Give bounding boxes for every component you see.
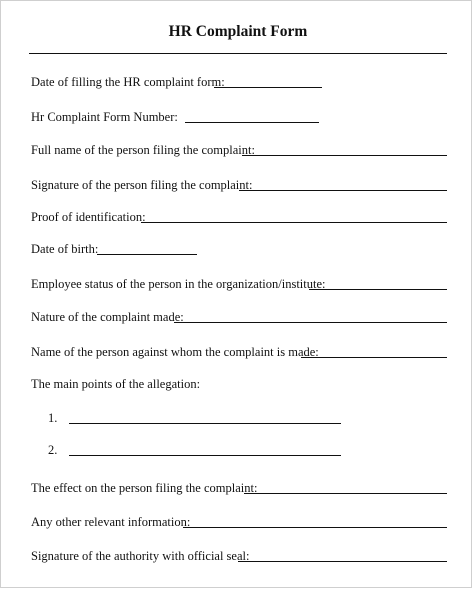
field-label: Hr Complaint Form Number:: [31, 110, 178, 124]
field-proof-id: [1, 208, 474, 226]
field-label: Any other relevant information:: [31, 515, 191, 529]
field-label: Date of birth:: [31, 242, 99, 256]
field-form-number: [1, 108, 474, 126]
nature-complaint-blank[interactable]: [174, 322, 447, 323]
authority-signature-blank[interactable]: [238, 561, 447, 562]
field-label: Employee status of the person in the organization/institute:: [31, 277, 326, 291]
field-nature-complaint: [1, 308, 474, 326]
field-label: Proof of identification:: [31, 210, 146, 224]
field-signature-complainant: [1, 176, 474, 194]
field-authority-signature: [1, 547, 474, 565]
filing-date-blank[interactable]: [214, 87, 322, 88]
allegation-item-number: 1.: [48, 411, 58, 425]
allegation-item-number: 2.: [48, 443, 58, 457]
field-label: Signature of the person filing the complaint:: [31, 178, 253, 192]
field-label: Date of filling the HR complaint form:: [31, 75, 225, 89]
allegation-2-blank[interactable]: [69, 455, 341, 456]
field-label: Full name of the person filing the complaint:: [31, 143, 255, 157]
field-other-info: [1, 513, 474, 531]
allegation-item: [1, 409, 474, 427]
other-info-blank[interactable]: [183, 527, 447, 528]
allegation-heading-label: The main points of the allegation:: [31, 377, 201, 391]
signature-complainant-blank[interactable]: [239, 190, 447, 191]
field-full-name: [1, 141, 474, 159]
employee-status-blank[interactable]: [309, 289, 447, 290]
proof-id-blank[interactable]: [141, 222, 447, 223]
form-number-blank[interactable]: [185, 122, 319, 123]
field-filing-date: [1, 73, 474, 91]
field-accused-name: [1, 343, 474, 361]
field-effect: [1, 479, 474, 497]
full-name-blank[interactable]: [242, 155, 447, 156]
allegation-heading: [1, 375, 474, 393]
field-date-of-birth: [1, 240, 474, 258]
field-label: The effect on the person filing the complaint:: [31, 481, 258, 495]
title-divider: [29, 53, 447, 54]
date-of-birth-blank[interactable]: [97, 254, 197, 255]
field-label: Name of the person against whom the complaint is made:: [31, 345, 319, 359]
accused-name-blank[interactable]: [301, 357, 447, 358]
form-title: HR Complaint Form: [168, 23, 308, 40]
field-label: Nature of the complaint made:: [31, 310, 184, 324]
field-employee-status: [1, 275, 474, 293]
field-label: Signature of the authority with official seal:: [31, 549, 250, 563]
allegation-item: [1, 441, 474, 459]
allegation-1-blank[interactable]: [69, 423, 341, 424]
effect-blank[interactable]: [244, 493, 447, 494]
